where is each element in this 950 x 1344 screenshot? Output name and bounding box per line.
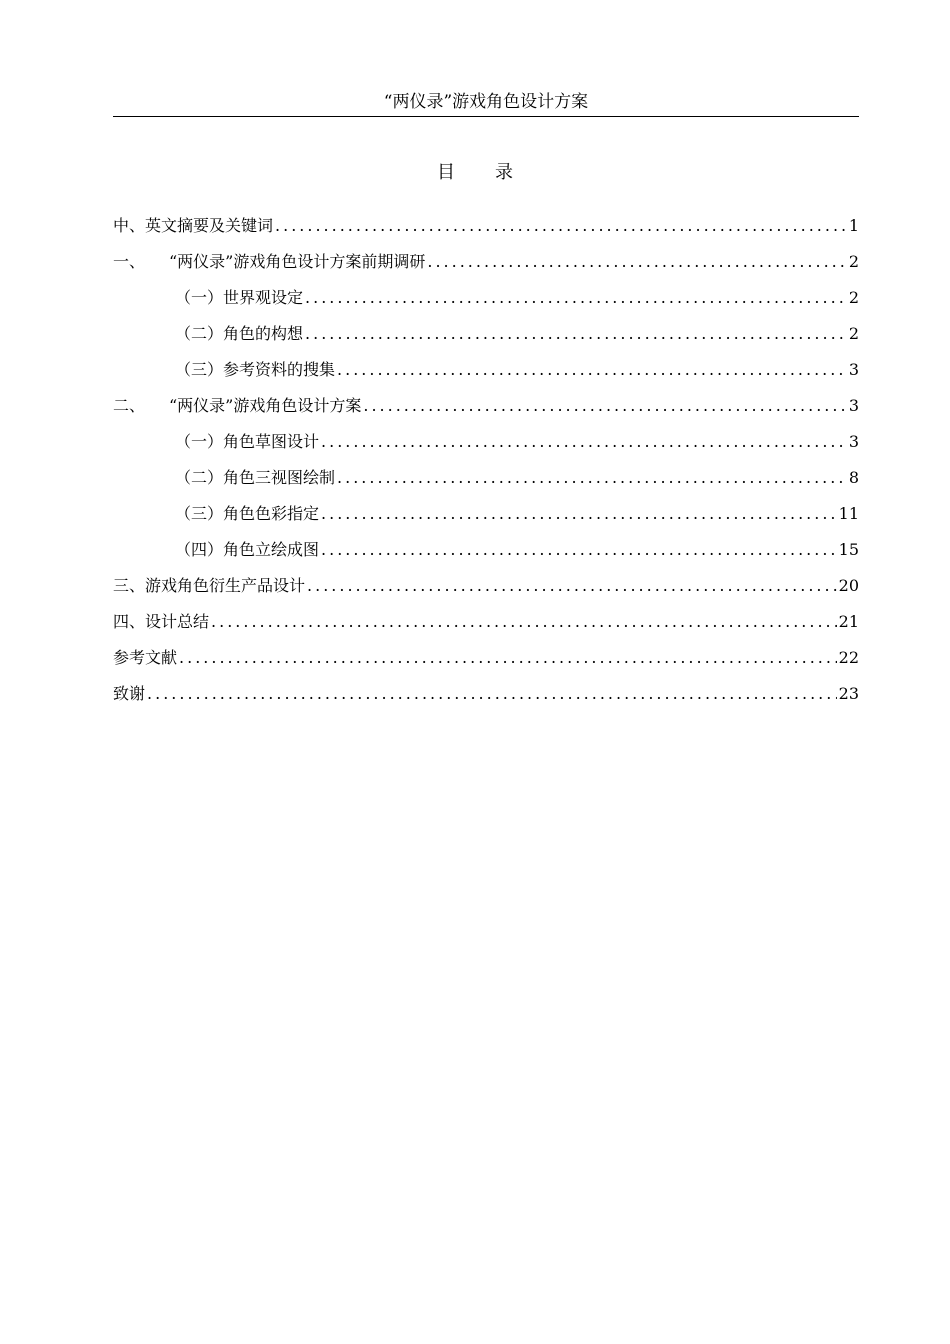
toc-entry-page: 3 — [848, 360, 859, 379]
dot-leader — [307, 568, 837, 604]
toc-title: 目录 — [437, 162, 553, 183]
toc-entry-label: （三）角色色彩指定 — [175, 504, 320, 523]
toc-entry-label: 中、英文摘要及关键词 — [113, 216, 274, 235]
toc-entry-references[interactable] — [113, 640, 859, 676]
toc-entry-2-3[interactable] — [113, 496, 859, 532]
toc-entry-number: 二、 — [113, 396, 146, 415]
dot-leader — [337, 460, 847, 496]
toc-entry-1-2[interactable] — [113, 316, 859, 352]
document-title: “两仪录”游戏角色设计方案 — [383, 92, 589, 112]
dot-leader — [211, 604, 837, 640]
toc-entry-page: 2 — [848, 288, 859, 307]
toc-entry-label: 参考文献 — [113, 648, 178, 667]
toc-entry-page: 1 — [848, 216, 859, 235]
dot-leader — [337, 352, 847, 388]
toc-entry-page: 3 — [848, 432, 859, 451]
toc-entry-chapter-4[interactable] — [113, 604, 859, 640]
toc-entry-2-4[interactable] — [113, 532, 859, 568]
toc-entry-label — [113, 244, 425, 280]
toc-entry-abstract[interactable] — [113, 208, 859, 244]
toc-entry-acknowledgements[interactable] — [113, 676, 859, 712]
dot-leader — [305, 316, 847, 352]
toc-entry-page: 11 — [838, 504, 859, 523]
toc-entry-label: 四、设计总结 — [113, 612, 210, 631]
toc-entry-page: 20 — [838, 576, 859, 595]
toc-entry-chapter-3[interactable] — [113, 568, 859, 604]
dot-leader — [305, 280, 847, 316]
toc-entry-page: 2 — [848, 324, 859, 343]
dot-leader — [147, 676, 837, 712]
toc-entry-chapter-1[interactable] — [113, 244, 859, 280]
toc-entry-page: 2 — [848, 252, 859, 271]
dot-leader — [321, 532, 837, 568]
toc-entry-label: 三、游戏角色衍生产品设计 — [113, 576, 306, 595]
toc-entry-label: （一）角色草图设计 — [175, 432, 320, 451]
toc-entry-page: 22 — [838, 648, 859, 667]
toc-entry-label: （四）角色立绘成图 — [175, 540, 320, 559]
toc-entry-label — [113, 388, 361, 424]
toc-entry-page: 3 — [848, 396, 859, 415]
toc-entry-label: （三）参考资料的搜集 — [175, 360, 336, 379]
dot-leader — [321, 496, 837, 532]
dot-leader — [321, 424, 847, 460]
toc-entry-text: “两仪录”游戏角色设计方案 — [169, 396, 362, 415]
toc-entry-2-2[interactable] — [113, 460, 859, 496]
dot-leader — [427, 244, 846, 280]
toc-entry-page: 23 — [838, 684, 859, 703]
toc-entry-2-1[interactable] — [113, 424, 859, 460]
page-header — [113, 88, 859, 117]
toc-entry-page: 8 — [848, 468, 859, 487]
toc-entry-number: 一、 — [113, 252, 146, 271]
dot-leader — [179, 640, 837, 676]
dot-leader — [275, 208, 847, 244]
dot-leader — [363, 388, 846, 424]
toc-entry-1-3[interactable] — [113, 352, 859, 388]
toc-entry-text: “两仪录”游戏角色设计方案前期调研 — [169, 252, 426, 271]
toc-entry-page: 15 — [838, 540, 859, 559]
toc-entry-page: 21 — [838, 612, 859, 631]
toc-entry-label: 致谢 — [113, 684, 146, 703]
toc-entry-label: （一）世界观设定 — [175, 288, 304, 307]
toc-entry-chapter-2[interactable] — [113, 388, 859, 424]
toc-list — [113, 208, 859, 712]
toc-entry-1-1[interactable] — [113, 280, 859, 316]
toc-entry-label: （二）角色三视图绘制 — [175, 468, 336, 487]
toc-entry-label: （二）角色的构想 — [175, 324, 304, 343]
